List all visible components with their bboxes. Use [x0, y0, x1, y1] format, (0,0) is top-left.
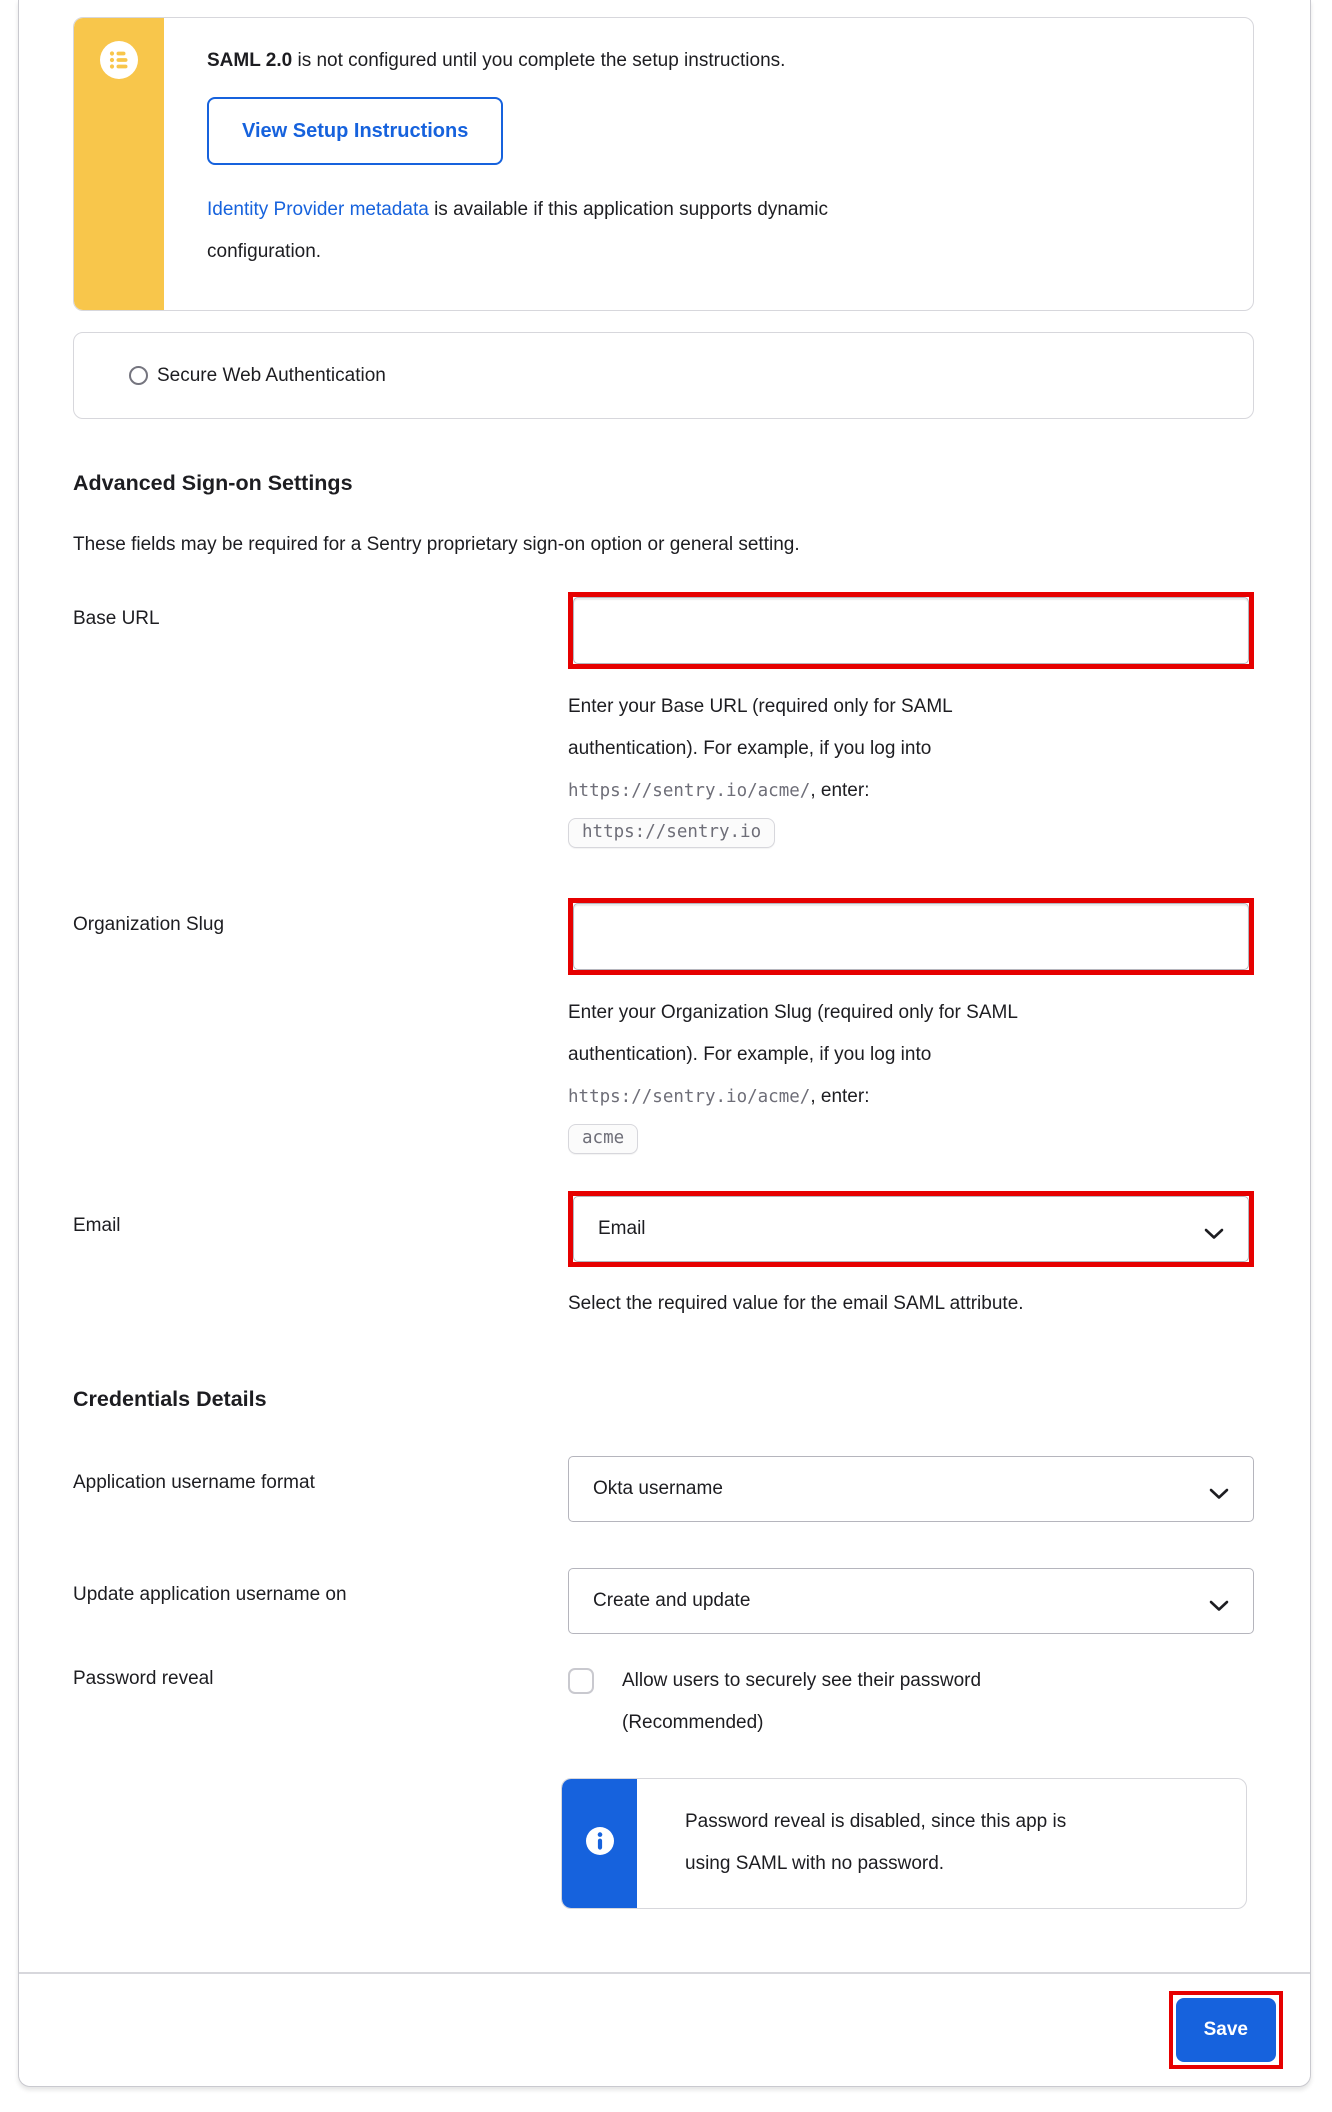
base-url-helper-after-code: , enter:	[810, 780, 870, 801]
base-url-helper-line2: authentication). For example, if you log into	[568, 738, 932, 759]
warning-message-rest: is not configured until you complete the setup instructions.	[292, 50, 786, 71]
info-callout-strip	[562, 1779, 637, 1908]
chevron-down-icon	[1209, 1484, 1229, 1506]
username-format-row	[73, 1456, 1254, 1522]
password-reveal-control	[568, 1660, 1254, 1744]
org-slug-helper-line2: authentication). For example, if you log into	[568, 1044, 932, 1065]
save-button-highlight	[1169, 1991, 1283, 2069]
base-url-control	[568, 592, 1254, 848]
metadata-paragraph	[207, 189, 828, 273]
metadata-text-line2: configuration.	[207, 240, 322, 262]
saml-warning-callout	[73, 17, 1254, 311]
base-url-example-chip: https://sentry.io	[568, 818, 775, 848]
base-url-label: Base URL	[73, 608, 160, 629]
info-text-line1: Password reveal is disabled, since this app is	[685, 1811, 1067, 1832]
settings-panel	[18, 0, 1311, 2087]
username-format-label: Application username format	[73, 1472, 315, 1493]
email-control	[568, 1191, 1254, 1325]
org-slug-row	[73, 898, 1254, 1154]
org-slug-label: Organization Slug	[73, 914, 225, 935]
info-callout-text	[685, 1801, 1066, 1885]
info-text-line2: using SAML with no password.	[685, 1853, 945, 1874]
identity-provider-metadata-link[interactable]: Identity Provider metadata	[207, 198, 429, 220]
base-url-input[interactable]	[573, 597, 1249, 664]
save-button[interactable]: Save	[1176, 1998, 1276, 2062]
password-reveal-row	[73, 1660, 1254, 1744]
org-slug-input[interactable]	[573, 903, 1249, 970]
view-setup-instructions-button[interactable]: View Setup Instructions	[207, 97, 503, 165]
metadata-text-line1: is available if this application supports dynamic	[428, 198, 829, 220]
advanced-settings-intro: These fields may be required for a Sentry proprietary sign-on option or general setting.	[73, 534, 800, 555]
base-url-row	[73, 592, 1254, 848]
email-select[interactable]	[573, 1196, 1249, 1262]
warning-callout-body	[164, 18, 868, 310]
base-url-helper-line1: Enter your Base URL (required only for SAML	[568, 696, 953, 717]
checkbox-label-line2: (Recommended)	[622, 1712, 764, 1733]
warning-message-bold: SAML 2.0	[207, 50, 293, 71]
org-slug-example-chip: acme	[568, 1124, 638, 1154]
base-url-helper	[568, 686, 1254, 812]
radio-button-icon[interactable]	[129, 366, 148, 385]
base-url-highlight	[568, 592, 1254, 669]
email-label: Email	[73, 1215, 121, 1236]
org-slug-helper	[568, 992, 1254, 1118]
email-row	[73, 1191, 1254, 1325]
username-format-value: Okta username	[593, 1478, 723, 1499]
email-highlight	[568, 1191, 1254, 1267]
checkbox-label-line1: Allow users to securely see their password	[622, 1670, 982, 1691]
username-format-control	[568, 1456, 1254, 1522]
password-reveal-label: Password reveal	[73, 1668, 214, 1689]
base-url-helper-code: https://sentry.io/acme/	[568, 781, 811, 801]
password-reveal-checkbox-label	[622, 1660, 981, 1744]
form-footer	[19, 1972, 1310, 2086]
chevron-down-icon	[1209, 1596, 1229, 1618]
password-reveal-option	[568, 1660, 1254, 1744]
org-slug-helper-line1: Enter your Organization Slug (required only for SAML	[568, 1002, 1018, 1023]
radio-label: Secure Web Authentication	[157, 364, 386, 386]
update-username-row	[73, 1568, 1254, 1634]
email-helper: Select the required value for the email SAML attribute.	[568, 1293, 1024, 1314]
chevron-down-icon	[1204, 1224, 1224, 1246]
password-reveal-checkbox[interactable]	[568, 1668, 594, 1694]
email-select-value: Email	[598, 1218, 646, 1239]
org-slug-helper-code: https://sentry.io/acme/	[568, 1087, 811, 1107]
info-icon	[585, 1826, 615, 1861]
org-slug-control	[568, 898, 1254, 1154]
org-slug-highlight	[568, 898, 1254, 975]
settings-content	[19, 0, 1310, 1972]
sign-on-method-option-swa[interactable]	[73, 332, 1254, 419]
org-slug-helper-after-code: , enter:	[810, 1086, 870, 1107]
update-username-control	[568, 1568, 1254, 1634]
warning-message	[207, 47, 828, 75]
list-icon	[99, 40, 139, 85]
update-username-select[interactable]	[568, 1568, 1254, 1634]
credentials-heading: Credentials Details	[73, 1387, 267, 1411]
update-username-value: Create and update	[593, 1590, 751, 1611]
warning-callout-strip	[74, 18, 164, 310]
username-format-select[interactable]	[568, 1456, 1254, 1522]
info-callout-body	[637, 1779, 1096, 1908]
password-reveal-info-callout	[561, 1778, 1247, 1909]
update-username-label: Update application username on	[73, 1584, 347, 1605]
advanced-settings-heading: Advanced Sign-on Settings	[73, 471, 353, 495]
